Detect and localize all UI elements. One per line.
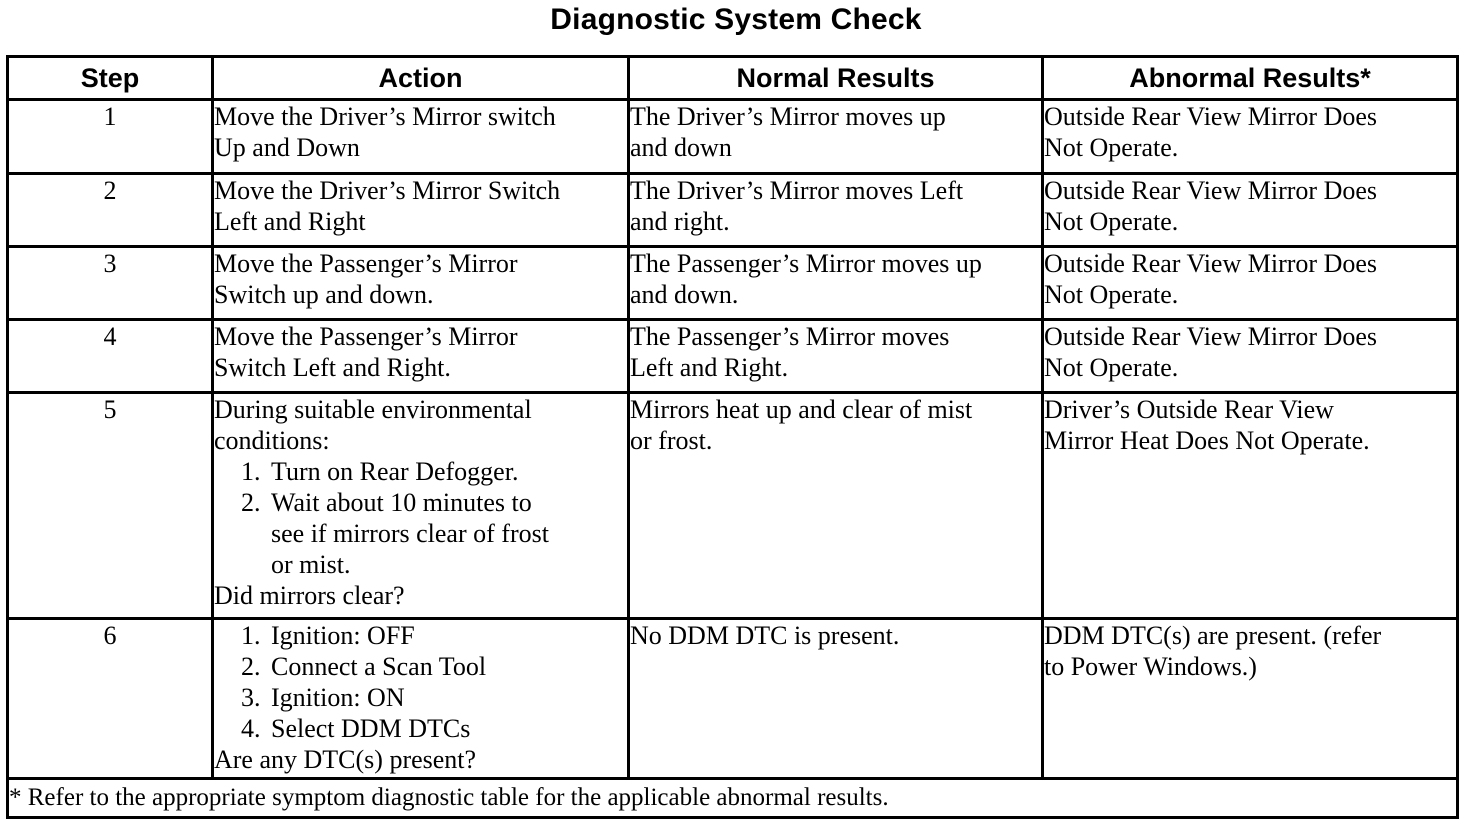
normal-result-cell: [629, 393, 1043, 619]
action-line: Up and Down: [214, 133, 360, 162]
action-line: conditions:: [214, 426, 330, 455]
normal-line: The Passenger’s Mirror moves: [630, 322, 950, 351]
action-cell: [213, 100, 629, 174]
list-item-number: 1.: [241, 457, 261, 486]
normal-line: Mirrors heat up and clear of mist: [630, 395, 973, 424]
abnormal-result-cell: [1043, 100, 1458, 174]
step-number: 1: [8, 100, 213, 174]
list-item-text: see if mirrors clear of frost: [271, 519, 549, 548]
abnormal-result-cell: [1043, 247, 1458, 320]
normal-result-cell: [629, 320, 1043, 393]
abnormal-result-cell: [1043, 393, 1458, 619]
abnormal-line: Outside Rear View Mirror Does: [1044, 102, 1377, 131]
normal-line: or frost.: [630, 426, 713, 455]
normal-line: and down: [630, 133, 732, 162]
abnormal-line: Not Operate.: [1044, 207, 1179, 236]
action-question: Are any DTC(s) present?: [214, 745, 477, 774]
footnote: * Refer to the appropriate symptom diagnostic table for the applicable abnormal results.: [8, 779, 1458, 818]
action-line: Move the Passenger’s Mirror: [214, 249, 518, 278]
action-line: Move the Passenger’s Mirror: [214, 322, 518, 351]
abnormal-line: Not Operate.: [1044, 280, 1179, 309]
action-line: Move the Driver’s Mirror Switch: [214, 176, 561, 205]
action-line: Switch Left and Right.: [214, 353, 451, 382]
action-question: Did mirrors clear?: [214, 581, 405, 610]
normal-result-cell: [629, 174, 1043, 247]
page-title: Diagnostic System Check: [550, 3, 922, 36]
table-row: [8, 100, 1458, 174]
abnormal-line: Outside Rear View Mirror Does: [1044, 322, 1377, 351]
diagnostic-table: [6, 55, 1459, 819]
abnormal-result-cell: [1043, 619, 1458, 779]
list-item-text: Turn on Rear Defogger.: [271, 457, 519, 486]
abnormal-line: Driver’s Outside Rear View: [1044, 395, 1334, 424]
abnormal-line: Mirror Heat Does Not Operate.: [1044, 426, 1370, 455]
normal-line: and right.: [630, 207, 730, 236]
list-item-text: or mist.: [271, 550, 351, 579]
header-abnormal-results: Abnormal Results*: [1043, 57, 1458, 100]
list-item: [214, 682, 627, 713]
list-item-number: 2.: [241, 652, 261, 681]
step-number: 3: [8, 247, 213, 320]
list-item-text: Select DDM DTCs: [271, 714, 471, 743]
abnormal-line: DDM DTC(s) are present. (refer: [1044, 621, 1382, 650]
list-item: [214, 651, 627, 682]
footnote-row: [8, 779, 1458, 818]
header-action: Action: [213, 57, 629, 100]
action-cell: [213, 320, 629, 393]
abnormal-line: Not Operate.: [1044, 133, 1179, 162]
action-line: During suitable environmental: [214, 395, 532, 424]
table-row: [8, 174, 1458, 247]
step-number: 5: [8, 393, 213, 619]
action-cell: [213, 174, 629, 247]
abnormal-line: to Power Windows.): [1044, 652, 1257, 681]
header-normal-results: Normal Results: [629, 57, 1043, 100]
normal-line: No DDM DTC is present.: [630, 621, 900, 650]
action-line: Left and Right: [214, 207, 366, 236]
list-item-text: Connect a Scan Tool: [271, 652, 487, 681]
normal-line: The Driver’s Mirror moves up: [630, 102, 946, 131]
header-step: Step: [8, 57, 213, 100]
step-number: 6: [8, 619, 213, 779]
step-number: 4: [8, 320, 213, 393]
abnormal-result-cell: [1043, 174, 1458, 247]
step-number: 2: [8, 174, 213, 247]
normal-line: Left and Right.: [630, 353, 789, 382]
list-item: [214, 620, 627, 651]
list-item-number: 1.: [241, 621, 261, 650]
abnormal-result-cell: [1043, 320, 1458, 393]
action-steps-list: [214, 456, 627, 580]
list-item-text: Ignition: ON: [271, 683, 405, 712]
normal-line: and down.: [630, 280, 739, 309]
header-row: [8, 57, 1458, 100]
list-item-text: Wait about 10 minutes to: [271, 488, 532, 517]
normal-result-cell: [629, 247, 1043, 320]
table-row: [8, 619, 1458, 779]
abnormal-line: Not Operate.: [1044, 353, 1179, 382]
action-line: Switch up and down.: [214, 280, 434, 309]
list-item: [214, 456, 627, 487]
list-item-number: 2.: [241, 488, 261, 517]
abnormal-line: Outside Rear View Mirror Does: [1044, 249, 1377, 278]
table-row: [8, 320, 1458, 393]
normal-line: The Passenger’s Mirror moves up: [630, 249, 982, 278]
normal-result-cell: [629, 619, 1043, 779]
normal-line: The Driver’s Mirror moves Left: [630, 176, 964, 205]
action-steps-list: [214, 620, 627, 744]
list-item-number: 4.: [241, 714, 261, 743]
abnormal-line: Outside Rear View Mirror Does: [1044, 176, 1377, 205]
action-cell: [213, 393, 629, 619]
action-cell: [213, 619, 629, 779]
list-item-text: Ignition: OFF: [271, 621, 415, 650]
list-item: [214, 487, 627, 580]
list-item: [214, 713, 627, 744]
list-item-number: 3.: [241, 683, 261, 712]
table-row: [8, 247, 1458, 320]
action-cell: [213, 247, 629, 320]
table-row: [8, 393, 1458, 619]
action-line: Move the Driver’s Mirror switch: [214, 102, 556, 131]
normal-result-cell: [629, 100, 1043, 174]
